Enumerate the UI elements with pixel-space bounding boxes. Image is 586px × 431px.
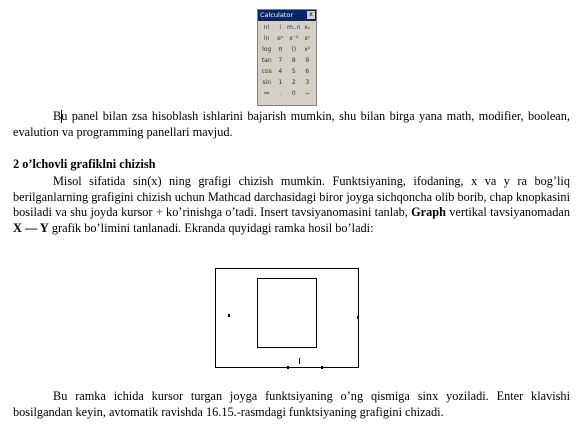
- x-axis-limit-placeholder[interactable]: [287, 366, 289, 369]
- para2-part4: grafik bo’limini tanlanadi. Ekranda quyidagi ramka hosil bo’ladi:: [48, 220, 374, 235]
- para2-part3: vertikal tavsiyanomadan: [445, 205, 570, 220]
- calculator-key[interactable]: .: [279, 90, 282, 97]
- calculator-key[interactable]: ≔: [263, 90, 270, 97]
- calculator-key[interactable]: 0: [291, 90, 296, 97]
- cursor-plus-symbol: +: [155, 205, 163, 220]
- calculator-key[interactable]: x²: [304, 46, 311, 53]
- calculator-key[interactable]: 8: [291, 57, 296, 64]
- close-icon[interactable]: x: [307, 11, 315, 19]
- calculator-key[interactable]: 2: [291, 79, 296, 86]
- graph-term: Graph: [411, 205, 446, 220]
- calculator-key[interactable]: 4: [278, 68, 283, 75]
- y-axis-placeholder[interactable]: [228, 314, 230, 317]
- calculator-title: Calculator: [260, 11, 294, 19]
- x-axis-limit-placeholder-right[interactable]: [321, 366, 323, 369]
- x-axis-cursor[interactable]: [299, 358, 300, 364]
- calculator-key[interactable]: eˣ: [277, 35, 284, 42]
- para2-part2: ko’rinishga o’tadi. Insert tavsiyanomasini tanlab,: [162, 205, 412, 220]
- calculator-key[interactable]: log: [262, 46, 272, 53]
- calculator-key[interactable]: (): [291, 46, 297, 53]
- calculator-palette[interactable]: [257, 9, 317, 106]
- paragraph-panels: Bu panel bilan zsa hisoblash ishlarini bajarish mumkin, shu bilan birga yana math, modifier, boolean, evalution va programming panellari mavjud.: [13, 109, 570, 139]
- para2-part1: Misol sifatida sin(x) ning grafigi chizish mumkin. Funktsiyaning, ifodaning, x va y ra bog’liq berilganlarning grafigini chizish uchun Mathcad darchasidagi biror joyga sichqoncha olib borib, chap knopkasini bosiladi va shu joyda kursor: [13, 174, 570, 220]
- paragraph-graph-instructions: [13, 174, 570, 236]
- calculator-key[interactable]: cos: [261, 68, 272, 75]
- calculator-key[interactable]: xʸ: [304, 35, 311, 42]
- graph-plot-area[interactable]: [257, 278, 317, 348]
- calculator-key[interactable]: π: [278, 46, 283, 53]
- calculator-key[interactable]: ln: [264, 35, 270, 42]
- y-axis-limit-placeholder[interactable]: [357, 316, 359, 319]
- calculator-key[interactable]: n!: [263, 24, 270, 31]
- calculator-key[interactable]: m..n: [287, 24, 301, 31]
- calculator-title-bar: [258, 10, 316, 21]
- section-heading: 2 o’lchovli grafiklni chizish: [13, 157, 156, 171]
- calculator-key[interactable]: i: [279, 24, 282, 31]
- calculator-key[interactable]: x⁻¹: [289, 35, 299, 42]
- calculator-key[interactable]: 5: [291, 68, 296, 75]
- xy-term: X — Y: [13, 220, 49, 235]
- calculator-key[interactable]: tan: [261, 57, 272, 64]
- calculator-key[interactable]: sin: [262, 79, 272, 86]
- calculator-keys: [258, 21, 316, 100]
- calculator-key[interactable]: 7: [278, 57, 283, 64]
- calculator-key[interactable]: 3: [305, 79, 310, 86]
- calculator-key[interactable]: 1: [278, 79, 283, 86]
- calculator-key[interactable]: 6: [305, 68, 310, 75]
- calculator-key[interactable]: 9: [305, 57, 310, 64]
- paragraph-result: Bu ramka ichida kursor turgan joyga funktsiyaning o’ng qismiga sinx yoziladi. Enter klavishi bosilgandan keyin, avtomatik ravishda 16.15.-rasmdagi funktsiyaning grafigini chizadi.: [13, 389, 570, 419]
- calculator-key[interactable]: xₙ: [304, 24, 311, 31]
- calculator-key[interactable]: −: [304, 90, 310, 97]
